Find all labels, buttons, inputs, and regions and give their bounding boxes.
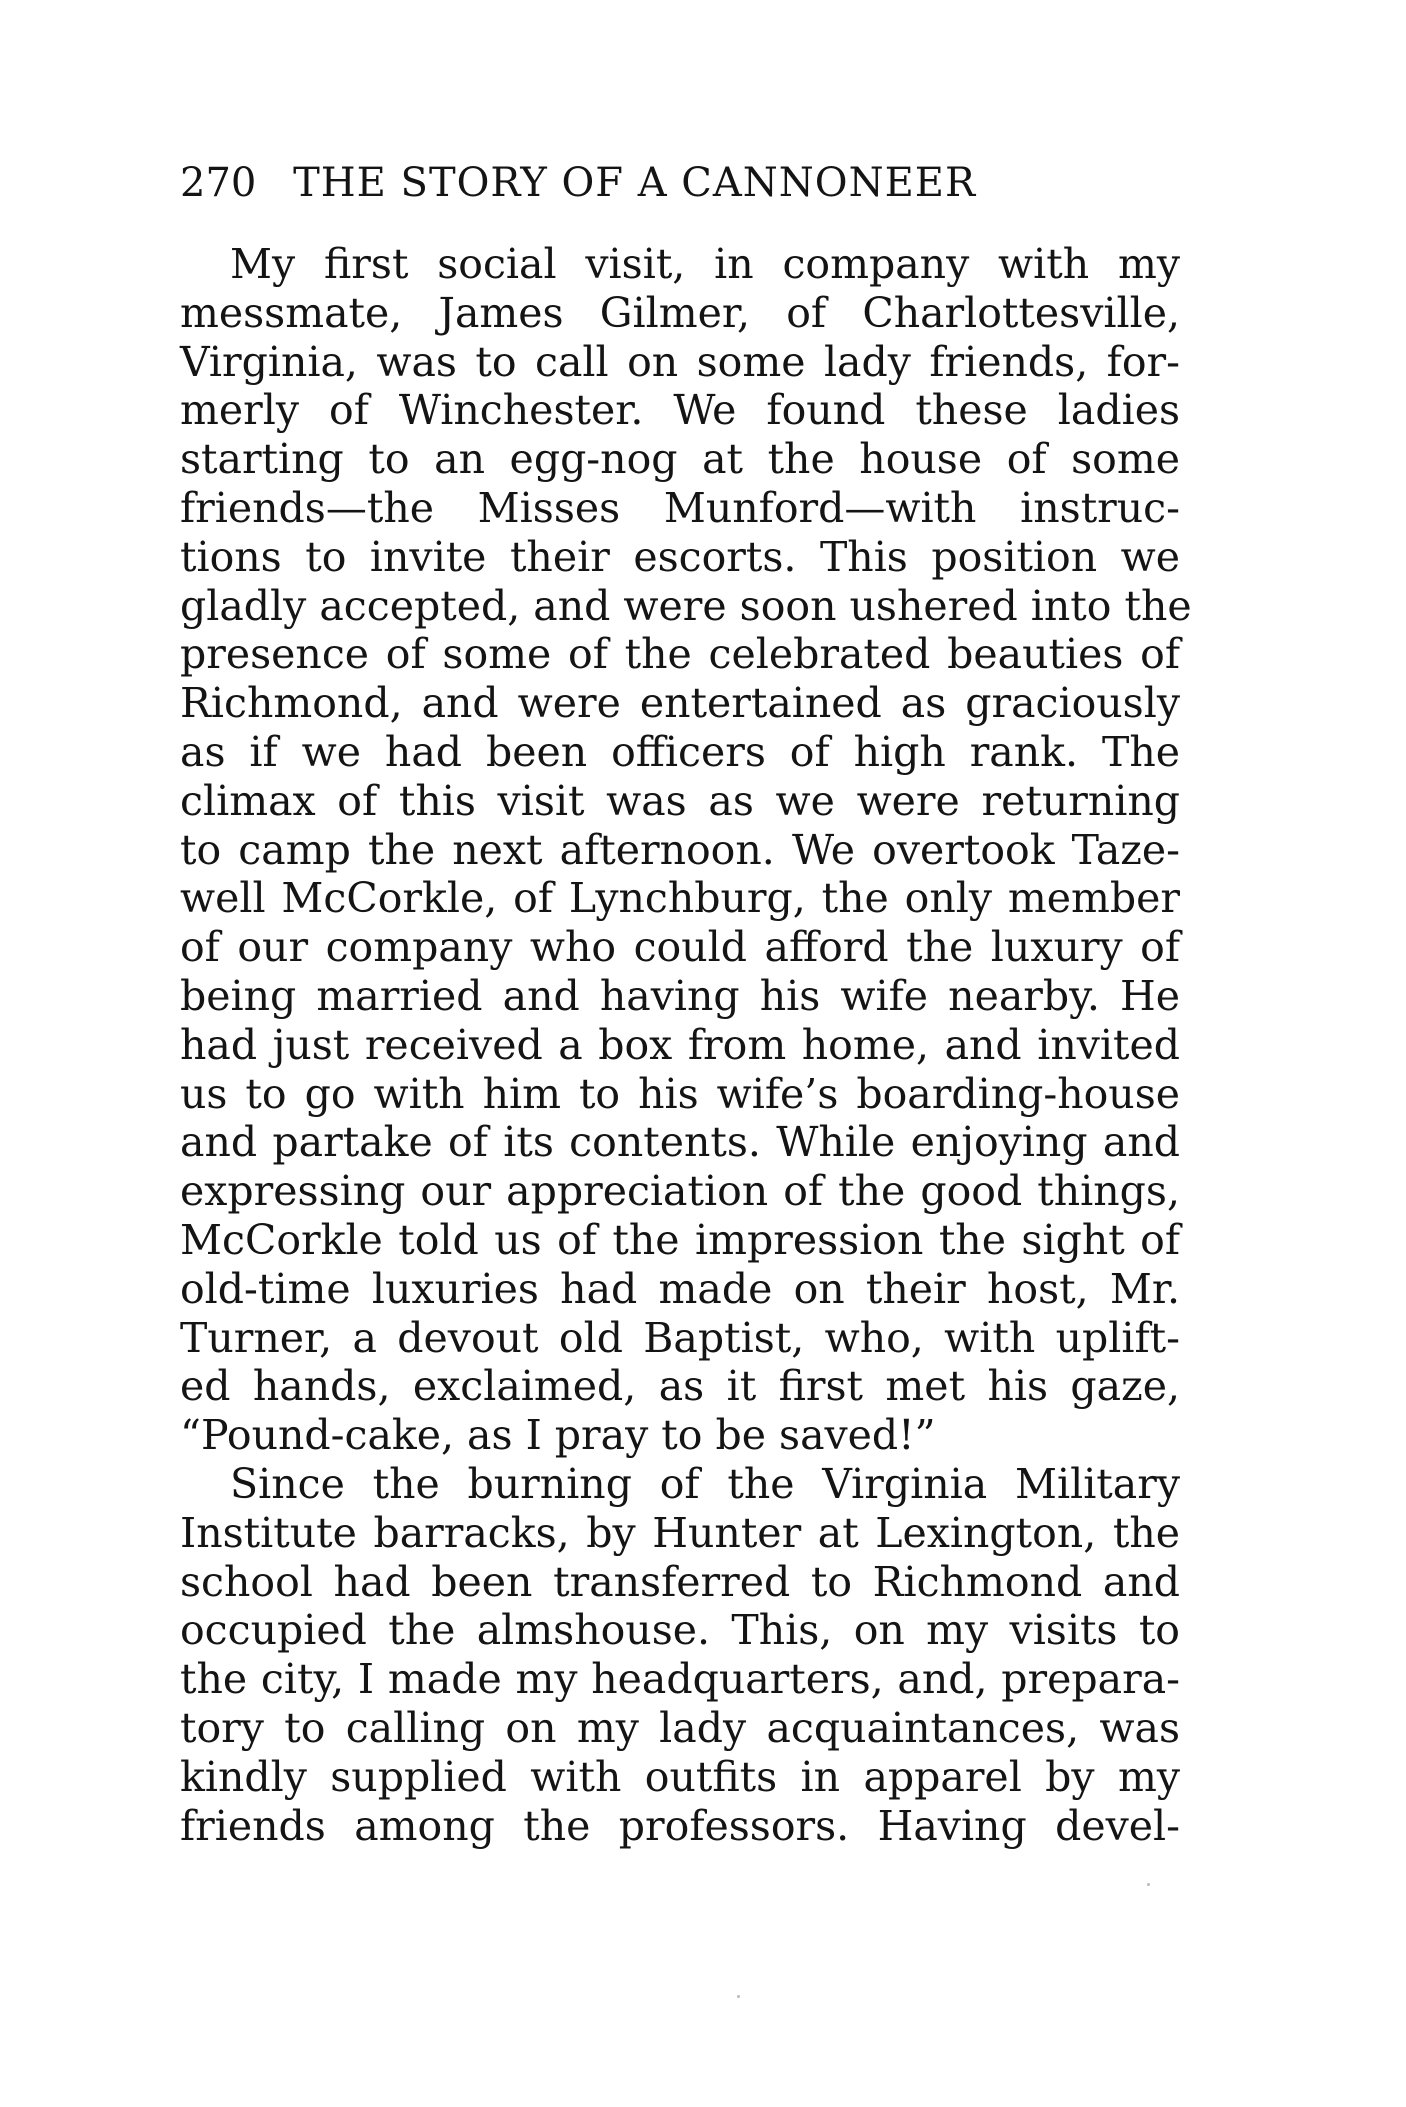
text-line: tions to invite their escorts. This position we [180, 532, 1180, 581]
text-line: expressing our appreciation of the good things, [180, 1167, 1180, 1216]
text-line: Institute barracks, by Hunter at Lexington, the [180, 1508, 1180, 1557]
text-line: occupied the almshouse. This, on my visits to [180, 1606, 1180, 1655]
speck-mark [737, 1995, 740, 1998]
text-line: old-time luxuries had made on their host, Mr. [180, 1264, 1180, 1313]
text-line: to camp the next afternoon. We overtook Taze- [180, 825, 1180, 874]
text-line: us to go with him to his wife’s boarding-house [180, 1069, 1180, 1118]
text-line: gladly accepted, and were soon ushered into the [180, 581, 1192, 630]
page-header [180, 153, 1180, 213]
text-line: being married and having his wife nearby. He [180, 971, 1180, 1020]
text-line: of our company who could afford the luxury of [180, 923, 1180, 972]
text-line: Virginia, was to call on some lady friends, for- [180, 337, 1180, 386]
text-line: friends—the Misses Munford—with instruc- [180, 483, 1180, 532]
text-line: tory to calling on my lady acquaintances, was [180, 1703, 1180, 1752]
text-line: McCorkle told us of the impression the sight of [180, 1215, 1180, 1264]
page-number: 270 [180, 160, 257, 206]
text-line: and partake of its contents. While enjoying and [180, 1118, 1180, 1167]
text-line: presence of some of the celebrated beauties of [180, 630, 1180, 679]
text-line: had just received a box from home, and invited [180, 1020, 1180, 1069]
text-line: Richmond, and were entertained as graciously [180, 679, 1180, 728]
text-line: as if we had been officers of high rank. The [180, 727, 1180, 776]
text-line: Turner, a devout old Baptist, who, with uplift- [180, 1313, 1180, 1362]
text-line: My first social visit, in company with my [230, 240, 1180, 288]
text-line: “Pound-cake, as I pray to be saved!” [180, 1411, 936, 1460]
body-text [180, 240, 1192, 1850]
text-line: kindly supplied with outfits in apparel by my [180, 1752, 1180, 1801]
text-line: Since the burning of the Virginia Military [230, 1459, 1180, 1508]
text-line: merly of Winchester. We found these ladies [180, 386, 1180, 435]
text-line: ed hands, exclaimed, as it first met his gaze, [180, 1362, 1180, 1411]
text-line: messmate, James Gilmer, of Charlottesville, [180, 288, 1180, 337]
text-line: starting to an egg-nog at the house of some [180, 435, 1180, 484]
text-line: friends among the professors. Having devel- [180, 1801, 1180, 1850]
running-head: THE STORY OF A CANNONEER [293, 160, 977, 206]
speck-mark [1147, 1883, 1150, 1886]
text-line: the city, I made my headquarters, and, prepara- [180, 1655, 1180, 1704]
text-line: climax of this visit was as we were returning [180, 776, 1180, 825]
text-line: school had been transferred to Richmond and [180, 1557, 1180, 1606]
text-line: well McCorkle, of Lynchburg, the only member [180, 874, 1180, 923]
